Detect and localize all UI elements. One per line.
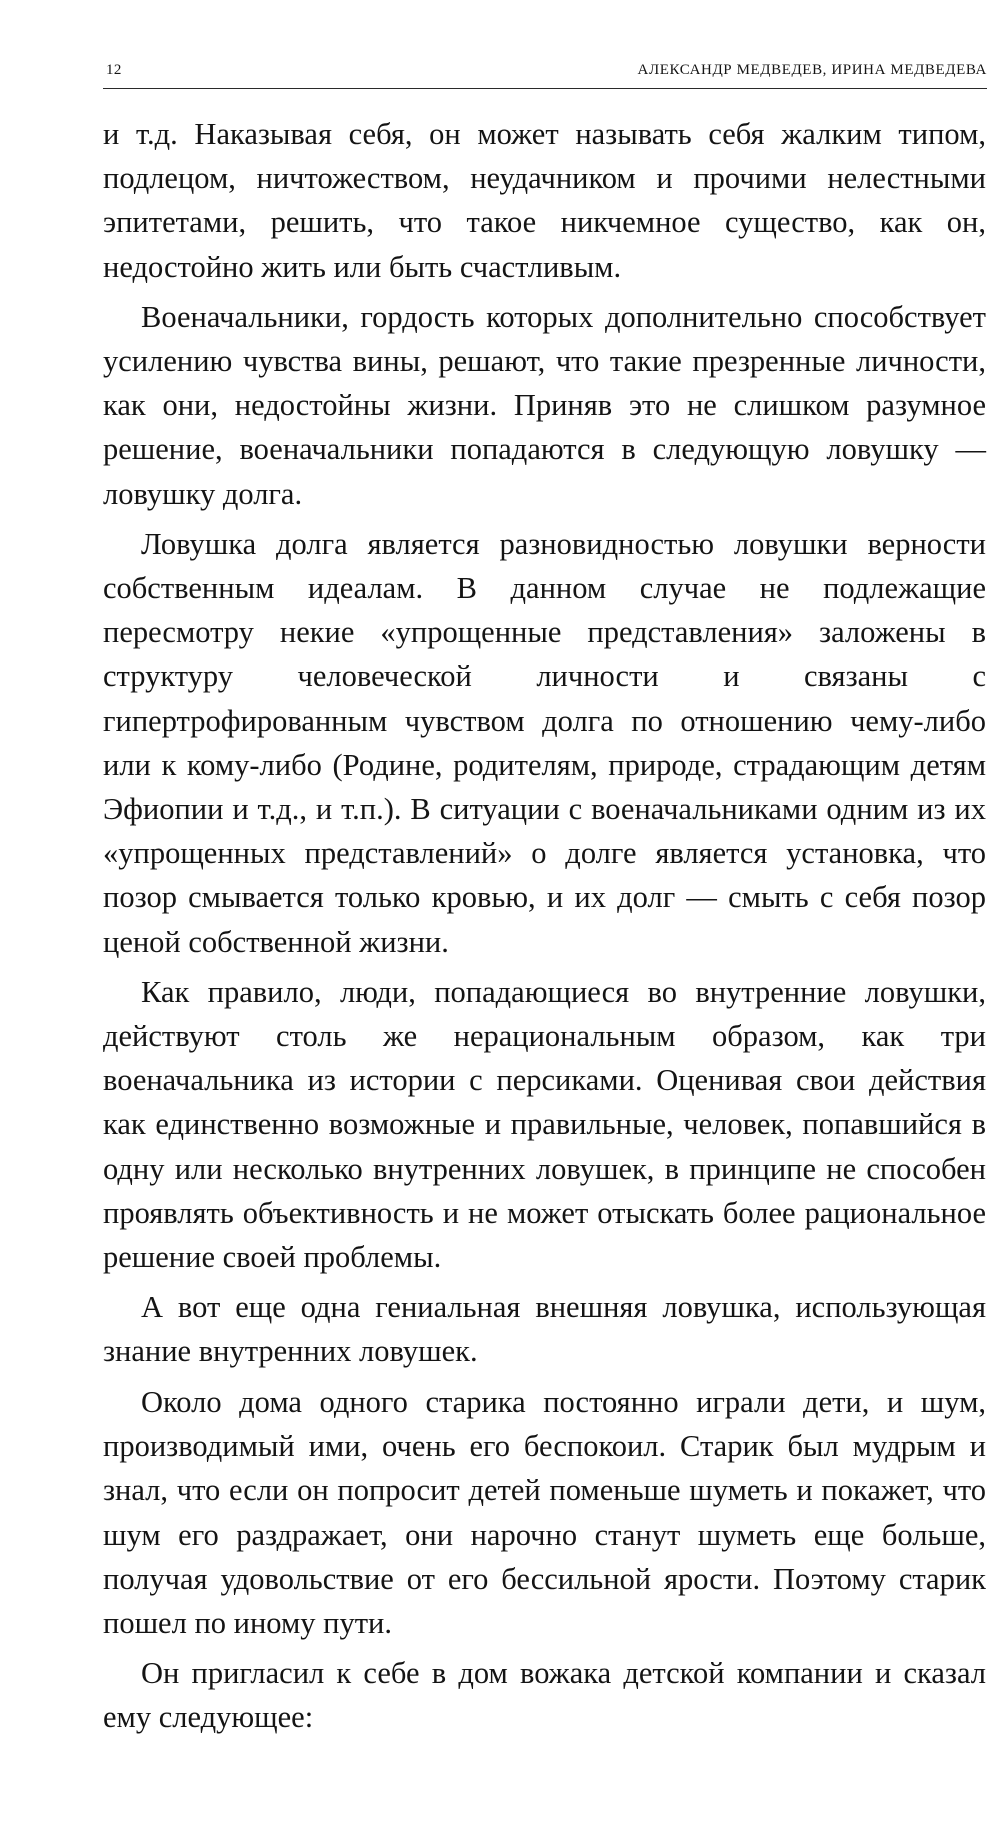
paragraph: Военачальники, гордость которых дополнительно способствует усилению чувства вины, решают, что такие презренные личности, как они, недостойны жизни. Приняв это не слишком разумное решение, военачальники попадаются в следующую ловушку — ловушку долга.: [103, 299, 986, 511]
paragraph: и т.д. Наказывая себя, он может называть себя жалким типом, подлецом, ничтожеством, неудачником и прочими нелестными эпитетами, решить, что такое никчемное существо, как он, недостойно жить или быть счастливым.: [103, 117, 986, 284]
story-paragraph: Он пригласил к себе в дом вожака детской компании и сказал ему следующее:: [103, 1656, 986, 1735]
main-text: [103, 112, 986, 1380]
story-text: [103, 1380, 986, 1746]
paragraph: Ловушка долга является разновидностью ловушки верности собственным идеалам. В данном случае не подлежащие пересмотру некие «упрощенные представления» заложены в структуру человеческой личности и связаны с гипертрофированным чувством долга по отношению чему-либо или к кому-либо (Родине, родителям, природе, страдающим детям Эфиопии и т.д., и т.п.). В ситуации с военачальниками одним из их «упрощенных представлений» о долге является установка, что позор смывается только кровью, и их долг — смыть с себя позор ценой собственной жизни.: [103, 526, 986, 959]
page-header: [103, 52, 987, 89]
page-number: 12: [106, 62, 122, 78]
running-head: АЛЕКСАНДР МЕДВЕДЕВ, ИРИНА МЕДВЕДЕВА: [637, 62, 987, 78]
paragraph: А вот еще одна гениальная внешняя ловушка, использующая знание внутренних ловушек.: [103, 1290, 986, 1369]
paragraph: Как правило, люди, попадающиеся во внутренние ловушки, действуют столь же нерациональным образом, как три военачальника из истории с персиками. Оценивая свои действия как единственно возможные и правильные, человек, попавшийся в одну или несколько внутренних ловушек, в принципе не способен проявлять объективность и не может отыскать более рациональное решение своей проблемы.: [103, 974, 986, 1275]
story-paragraph: Около дома одного старика постоянно играли дети, и шум, производимый ими, очень его беспокоил. Старик был мудрым и знал, что если он попросит детей поменьше шуметь и покажет, что шум его раздражает, они нарочно станут шуметь еще больше, получая удовольствие от его бессильной ярости. Поэтому старик пошел по иному пути.: [103, 1385, 986, 1641]
